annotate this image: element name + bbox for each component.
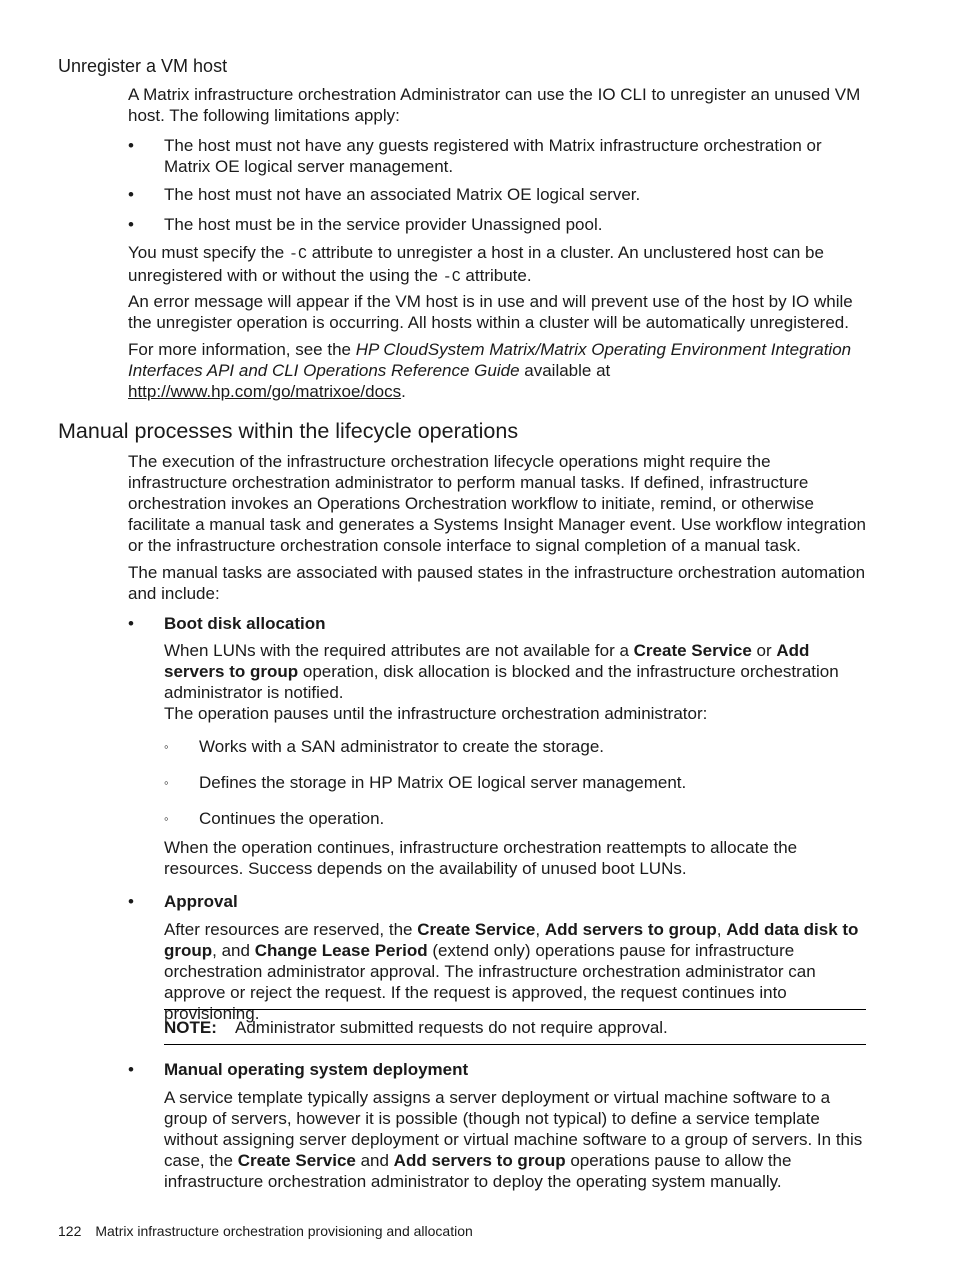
intro-paragraph: A Matrix infrastructure orchestration Administrator can use the IO CLI to unregister an unused VM host. The following limitations apply: bbox=[128, 85, 861, 125]
more-info-paragraph: For more information, see the HP CloudSystem Matrix/Matrix Operating Environment Integration Interfaces API and CLI Operations Reference Guide available at http://www.hp.com/go/matrixoe/docs. bbox=[128, 340, 852, 401]
limitation-item: The host must not have any guests registered with Matrix infrastructure orchestration or Matrix OE logical server management. bbox=[164, 136, 822, 176]
note-label: NOTE: bbox=[164, 1018, 217, 1037]
boot-disk-paragraph: When LUNs with the required attributes are not available for a Create Service or Add servers to group operation, disk allocation is blocked and the infrastructure orchestration administrator is notified. bbox=[164, 641, 839, 702]
bullet-icon: • bbox=[128, 1060, 134, 1079]
sub-bullet-icon: ◦ bbox=[164, 811, 169, 826]
cluster-paragraph: You must specify the -C attribute to unregister a host in a cluster. An unclustered host can be unregistered with or without the using the -C attribute. bbox=[128, 243, 824, 286]
bullet-icon: • bbox=[128, 136, 134, 155]
sub-bullet-icon: ◦ bbox=[164, 775, 169, 790]
page-number: 122 bbox=[58, 1223, 82, 1239]
matrixoe-docs-link[interactable]: http://www.hp.com/go/matrixoe/docs bbox=[128, 382, 402, 401]
boot-step-item: Continues the operation. bbox=[199, 809, 385, 828]
bullet-icon: • bbox=[128, 185, 134, 204]
boot-step-item: Works with a SAN administrator to create the storage. bbox=[199, 737, 605, 756]
guide-title: HP CloudSystem Matrix/Matrix Operating Environment Integration Interfaces API and CLI Operations Reference Guide bbox=[128, 340, 852, 380]
bullet-icon: • bbox=[128, 892, 134, 911]
boot-disk-title: Boot disk allocation bbox=[164, 614, 326, 633]
bullet-icon: • bbox=[128, 614, 134, 633]
chapter-title: Matrix infrastructure orchestration provisioning and allocation bbox=[95, 1223, 473, 1239]
code-flag: -C bbox=[288, 246, 307, 263]
note-text: Administrator submitted requests do not require approval. bbox=[235, 1018, 668, 1037]
boot-disk-pauses: The operation pauses until the infrastructure orchestration administrator: bbox=[164, 704, 708, 723]
manual-tasks-paragraph: The manual tasks are associated with paused states in the infrastructure orchestration automation and include: bbox=[128, 563, 866, 603]
page-footer bbox=[58, 1222, 473, 1240]
manual-os-paragraph: A service template typically assigns a server deployment or virtual machine software to a group of servers, however it is possible (though not typical) to define a service template without assigning server deployment or virtual machine software to a group of servers. In this case, the Create Service and Add servers to group operations pause to allow the infrastructure orchestration administrator to deploy the operating system manually. bbox=[164, 1088, 863, 1191]
section-heading-manual-processes: Manual processes within the lifecycle operations bbox=[58, 419, 519, 443]
sub-bullet-icon: ◦ bbox=[164, 739, 169, 754]
bullet-icon: • bbox=[128, 215, 134, 234]
section-heading-unregister: Unregister a VM host bbox=[58, 56, 228, 76]
manual-os-title: Manual operating system deployment bbox=[164, 1060, 469, 1079]
boot-step-item: Defines the storage in HP Matrix OE logical server management. bbox=[199, 773, 687, 792]
approval-title: Approval bbox=[164, 892, 238, 911]
boot-disk-after: When the operation continues, infrastructure orchestration reattempts to allocate the resources. Success depends on the availability of unused boot LUNs. bbox=[164, 838, 798, 878]
execution-paragraph: The execution of the infrastructure orchestration lifecycle operations might require the infrastructure orchestration administrator to perform manual tasks. If defined, infrastructure orchestration invokes an Operations Orchestration workflow to initiate, remind, or otherwise facilitate a manual task and generates a Systems Insight Manager event. Use workflow integration or the infrastructure orchestration console interface to signal completion of a manual task. bbox=[128, 452, 866, 555]
error-paragraph: An error message will appear if the VM host is in use and will prevent use of the host by IO while the unregister operation is occurring. All hosts within a cluster will be automatically unregistered. bbox=[128, 292, 853, 332]
limitation-item: The host must not have an associated Matrix OE logical server. bbox=[164, 185, 641, 204]
approval-paragraph: After resources are reserved, the Create Service, Add servers to group, Add data disk to group, and Change Lease Period (extend only) operations pause for infrastructure orchestration administrator approval. The infrastructure orchestration administrator can approve or reject the request. If the request is approved, the request continues into provisioning. bbox=[164, 920, 859, 1023]
limitation-item: The host must be in the service provider Unassigned pool. bbox=[164, 215, 603, 234]
code-flag: -C bbox=[442, 269, 461, 286]
